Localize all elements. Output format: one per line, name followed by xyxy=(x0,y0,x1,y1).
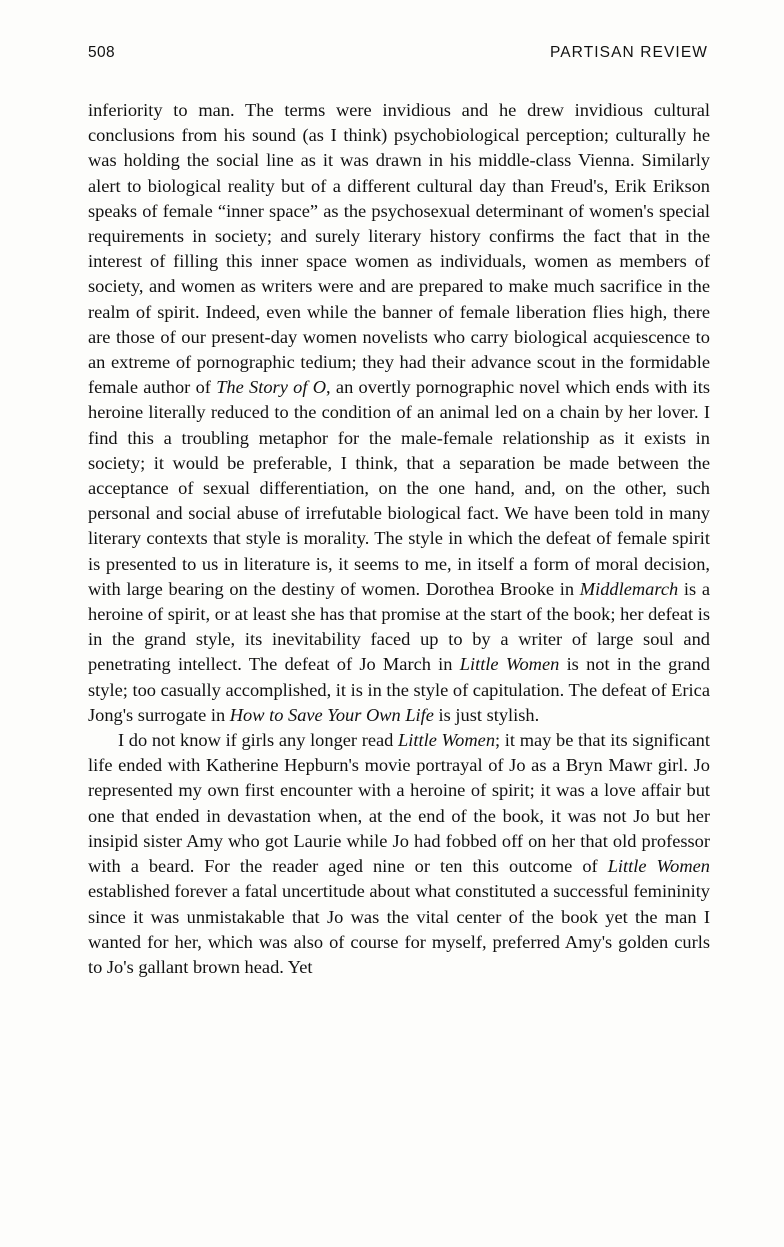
paragraph-1-segment-4: is not in the grand style; too casually accomplished, it is in the style of capitulation. The defeat of Erica Jong's surrogate in xyxy=(88,654,710,725)
paragraph-2-segment-3: established forever a fatal uncertitude about what constituted a successful femininity since it was unmistakable that Jo was the vital center of the book yet the man I wanted for her, which was also of course for myself, preferred Amy's golden curls to Jo's gallant brown head. Yet xyxy=(88,881,711,977)
paragraph-2-segment-2: ; it may be that its significant life ended with Katherine Hepburn's movie portrayal of Jo as a Bryn Mawr girl. Jo represented my own first encounter with a heroine of spirit; it was a love affair but one that ended in devastation when, at the end of the book, it was not Jo but her insipid sister Amy who got Laurie while Jo had fobbed off on her that old professor with a beard. For the reader aged nine or ten this outcome of xyxy=(88,730,710,877)
running-title: PARTISAN REVIEW xyxy=(549,44,708,61)
paragraph-2 xyxy=(88,728,710,980)
page-header xyxy=(88,44,708,62)
paragraph-1-segment-5: is just stylish. xyxy=(433,704,540,725)
paragraph-1-segment-2: , an overtly pornographic novel which ends with its heroine literally reduced to the condition of an animal led on a chain by her lover. I find this a troubling metaphor for the male-female relationship as it exists in society; it would be preferable, I think, that a separation be made between the acceptance of sexual differentiation, on the one hand, and, on the other, such personal and social abuse of irrefutable biological fact. We have been told in many literary contexts that style is morality. The style in which the defeat of female spirit is presented to us in literature is, it seems to me, in itself a form of moral decision, with large bearing on the destiny of women. Dorothea Brooke in xyxy=(88,377,710,599)
book-title-middlemarch: Middlemarch xyxy=(579,578,679,599)
article-body xyxy=(88,98,710,980)
book-title-little-women-2: Little Women xyxy=(398,730,496,751)
paragraph-1-segment-3: is a heroine of spirit, or at least she has that promise at the start of the book; her defeat is in the grand style, its inevitability faced up to by a writer of large soul and penetrating intellect. The defeat of Jo March in xyxy=(88,578,710,675)
book-title-how-to-save-your-own-life: How to Save Your Own Life xyxy=(229,704,434,725)
paragraph-1-segment-1: inferiority to man. The terms were invidious and he drew invidious cultural conclusions from his sound (as I think) psychobiological perception; culturally he was holding the social line as it was drawn in his middle-class Vienna. Similarly alert to biological reality but of a different cultural day than Freud's, Erik Erikson speaks of female “inner space” as the psychosexual determinant of women's special requirements in society; and surely literary history confirms the fact that in the interest of filling this inner space women as individuals, women as members of society, and women as writers were and are prepared to make much sacrifice in the realm of spirit. Indeed, even while the banner of female liberation flies high, there are those of our present-day women novelists who carry biological acquiescence to an extreme of pornographic tedium; they had their advance scout in the formidable female author of xyxy=(88,100,710,398)
page-number: 508 xyxy=(88,44,116,61)
book-title-little-women-1: Little Women xyxy=(459,654,560,675)
book-title-the-story-of-o: The Story of O xyxy=(216,377,327,398)
paragraph-2-segment-1: I do not know if girls any longer read xyxy=(118,730,399,751)
book-title-little-women-3: Little Women xyxy=(607,856,710,877)
paragraph-1 xyxy=(88,98,710,728)
